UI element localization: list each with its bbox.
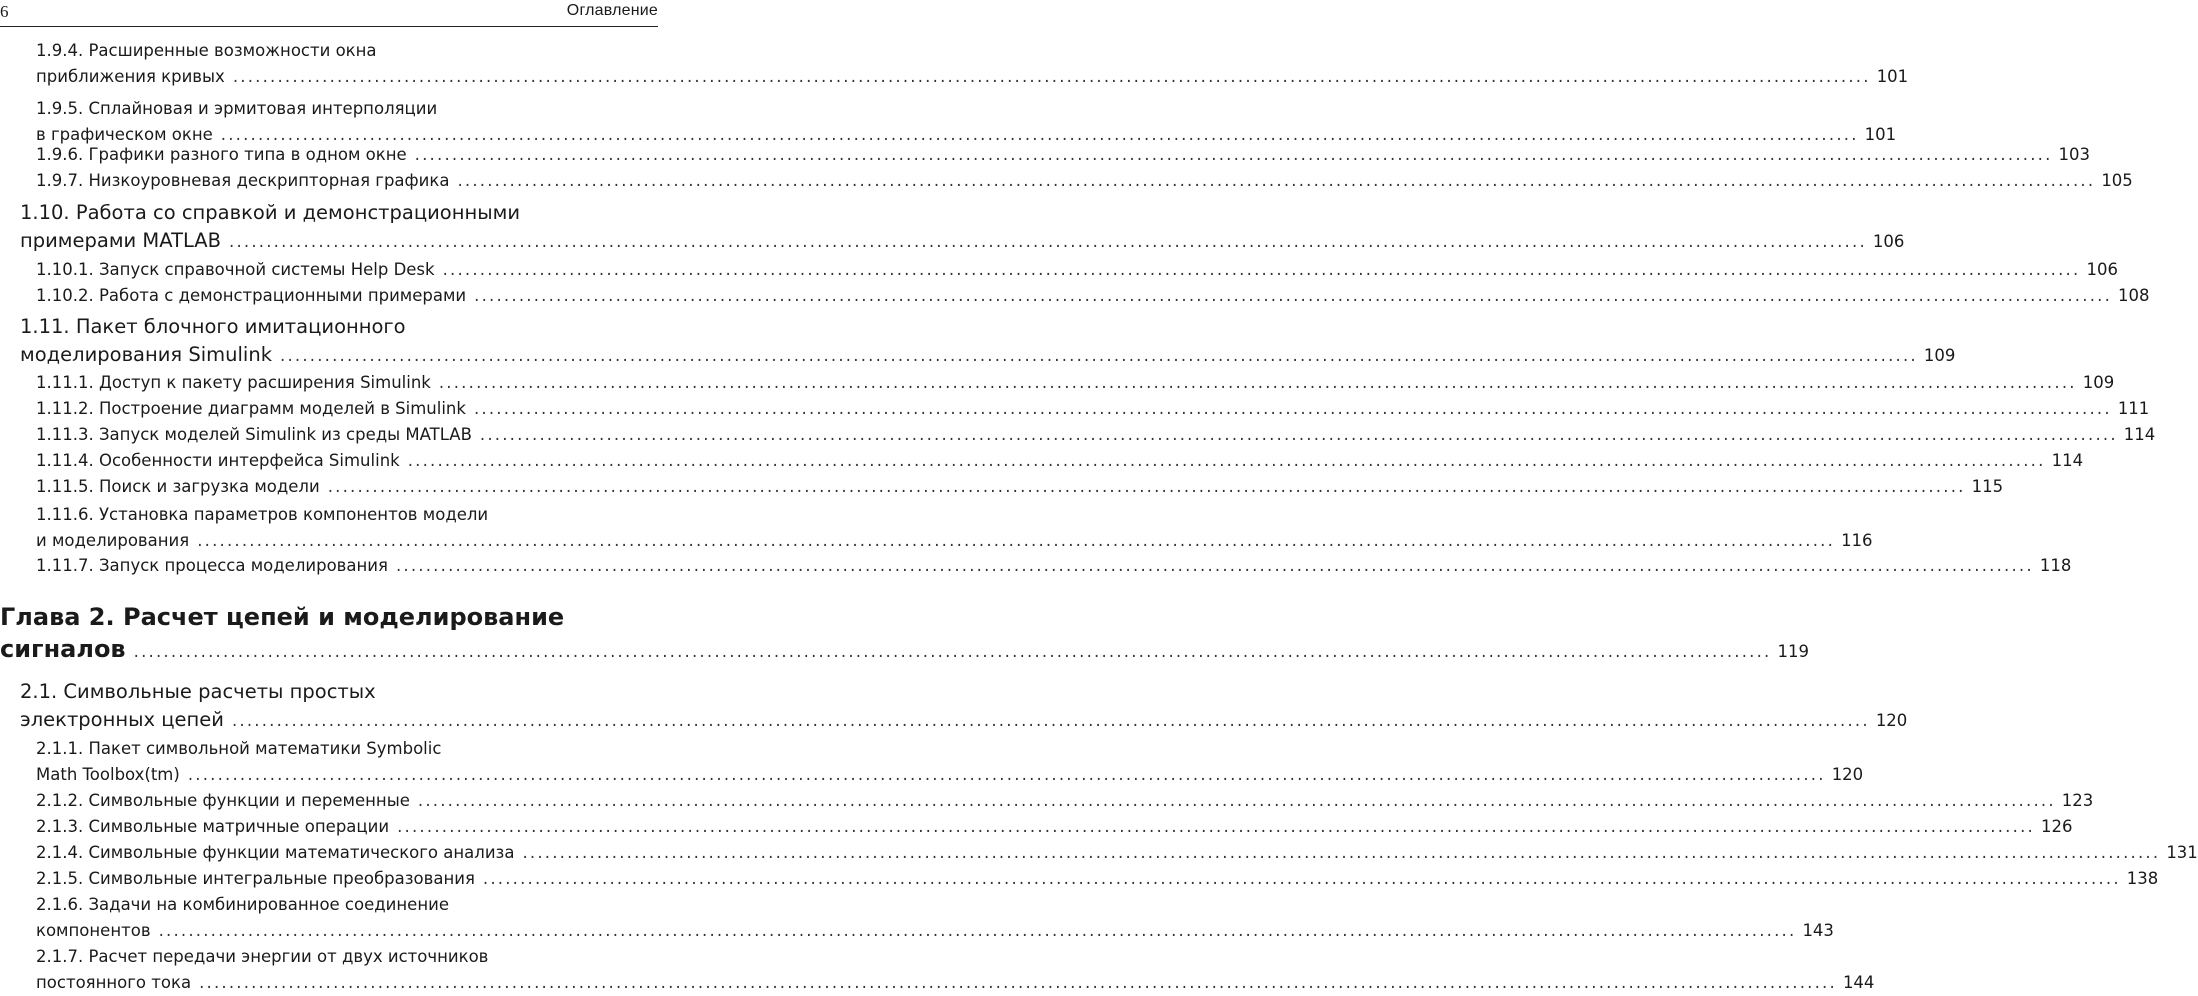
dot-leader: ............................................................................................................................................................................................................................ xyxy=(522,843,2161,862)
toc-entry-line xyxy=(36,396,2150,422)
toc-subsection xyxy=(36,866,2159,892)
toc-entry-line xyxy=(0,633,1809,665)
dot-leader: ............................................................................................................................................................................................................................ xyxy=(395,556,2034,575)
dot-leader: ............................................................................................................................................................................................................................ xyxy=(473,399,2112,418)
toc-entry-title: примерами MATLAB xyxy=(20,229,222,252)
toc-page-number: 105 xyxy=(2101,171,2133,190)
toc-entry-line xyxy=(36,528,1873,554)
toc-entry-line xyxy=(36,918,1834,944)
toc-page-number: 114 xyxy=(2123,425,2156,444)
toc-page-number: 108 xyxy=(2118,286,2150,305)
toc-subsection xyxy=(36,283,2150,309)
toc-entry-title: и моделирования xyxy=(36,531,190,550)
running-title: Оглавление xyxy=(566,2,658,19)
toc-entry-title: 1.9.6. Графики разного типа в одном окне xyxy=(36,145,407,164)
toc-entry-line xyxy=(36,283,2150,309)
dot-leader: ............................................................................................................................................................................................................................ xyxy=(438,373,2077,392)
toc-page-number: 115 xyxy=(1971,477,2004,496)
toc-page-number: 118 xyxy=(2039,556,2072,575)
toc-subsection xyxy=(36,257,2118,283)
toc-entry-line xyxy=(36,866,2159,892)
toc-page-number: 103 xyxy=(2058,145,2091,164)
toc-page-number: 114 xyxy=(2051,451,2084,470)
dot-leader: ............................................................................................................................................................................................................................ xyxy=(482,869,2121,888)
toc-section xyxy=(20,313,1956,369)
toc-page-number: 120 xyxy=(1831,765,1864,784)
toc-entry-title: 2.1.2. Символьные функции и переменные xyxy=(36,791,410,810)
toc-subsection xyxy=(36,38,1909,90)
toc-entry-line xyxy=(20,313,658,341)
toc-page-number: 126 xyxy=(2040,817,2073,836)
toc-entry-line xyxy=(20,227,1905,255)
dot-leader: ............................................................................................................................................................................................................................ xyxy=(474,286,2113,305)
page-header xyxy=(0,0,658,27)
toc-subsection xyxy=(36,892,1834,944)
toc-entry-title: 1.10. Работа со справкой и демонстрационными xyxy=(20,201,521,224)
toc-page-number: 123 xyxy=(2061,791,2094,810)
dot-leader: ............................................................................................................................................................................................................................ xyxy=(407,451,2046,470)
dot-leader: ............................................................................................................................................................................................................................ xyxy=(479,425,2118,444)
toc-entry-line xyxy=(0,601,658,633)
toc-section xyxy=(20,678,1908,734)
toc-entry-line xyxy=(36,944,658,970)
toc-entry-title: в графическом окне xyxy=(36,125,213,144)
toc-entry-line xyxy=(36,788,2094,814)
dot-leader: ............................................................................................................................................................................................................................ xyxy=(457,171,2096,190)
dot-leader: ............................................................................................................................................................................................................................ xyxy=(327,477,1966,496)
toc-subsection xyxy=(36,96,1897,148)
toc-entry-title: моделирования Simulink xyxy=(20,343,272,366)
toc-subsection xyxy=(36,168,2133,194)
toc-entry-line xyxy=(20,678,658,706)
toc-entry-title: 1.9.7. Низкоуровневая дескрипторная графика xyxy=(36,171,450,190)
toc-entry-line xyxy=(36,553,2072,579)
toc-subsection xyxy=(36,840,2198,866)
toc-subsection xyxy=(36,370,2115,396)
dot-leader: ............................................................................................................................................................................................................................ xyxy=(133,642,1772,661)
toc-subsection xyxy=(36,553,2072,579)
toc-entry-title: 1.11. Пакет блочного имитационного xyxy=(20,315,406,338)
dot-leader: ............................................................................................................................................................................................................................ xyxy=(197,531,1836,550)
toc-entry-title: электронных цепей xyxy=(20,708,224,731)
dot-leader: ............................................................................................................................................................................................................................ xyxy=(414,145,2053,164)
toc-entry-title: 1.11.1. Доступ к пакету расширения Simulink xyxy=(36,373,431,392)
toc-entry-line xyxy=(36,64,1909,90)
toc-entry-title: 2.1.7. Расчет передачи энергии от двух источников xyxy=(36,947,489,966)
toc-entry-line xyxy=(36,892,658,918)
toc-subsection xyxy=(36,142,2091,168)
dot-leader: ............................................................................................................................................................................................................................ xyxy=(187,765,1826,784)
toc-entry-title: 1.11.2. Построение диаграмм моделей в Simulink xyxy=(36,399,466,418)
toc-entry-line xyxy=(36,970,1875,996)
toc-page-number: 119 xyxy=(1777,642,1809,661)
toc-entry-title: 2.1.4. Символьные функции математического анализа xyxy=(36,843,515,862)
dot-leader: ............................................................................................................................................................................................................................ xyxy=(280,346,1918,365)
toc-entry-title: компонентов xyxy=(36,921,151,940)
toc-entry-line xyxy=(36,422,2156,448)
toc-entry-line xyxy=(36,840,2198,866)
toc-subsection xyxy=(36,474,2004,500)
toc-subsection xyxy=(36,736,1864,788)
dot-leader: ............................................................................................................................................................................................................................ xyxy=(232,67,1871,86)
toc-subsection xyxy=(36,788,2094,814)
toc-subsection xyxy=(36,502,1873,554)
toc-entry-title: 1.11.5. Поиск и загрузка модели xyxy=(36,477,320,496)
toc-page-number: 131 xyxy=(2166,843,2198,862)
toc-subsection xyxy=(36,396,2150,422)
toc-page-number: 138 xyxy=(2126,869,2159,888)
toc-entry-title: 1.9.5. Сплайновая и эрмитовая интерполяции xyxy=(36,99,438,118)
toc-entry-title: 1.11.3. Запуск моделей Simulink из среды MATLAB xyxy=(36,425,472,444)
toc-entry-title: 2.1. Символьные расчеты простых xyxy=(20,680,376,703)
toc-entry-title: 1.11.4. Особенности интерфейса Simulink xyxy=(36,451,400,470)
toc-entry-title: 1.11.7. Запуск процесса моделирования xyxy=(36,556,388,575)
toc-entry-title: 1.10.1. Запуск справочной системы Help Desk xyxy=(36,260,435,279)
toc-page-number: 116 xyxy=(1841,531,1873,550)
dot-leader: ............................................................................................................................................................................................................................ xyxy=(397,817,2035,836)
toc-entry-line xyxy=(36,814,2073,840)
toc-page-number: 106 xyxy=(2086,260,2118,279)
toc-entry-line xyxy=(36,96,658,122)
dot-leader: ............................................................................................................................................................................................................................ xyxy=(229,232,1867,251)
toc-chapter xyxy=(0,601,1809,665)
toc-entry-title: 1.9.4. Расширенные возможности окна xyxy=(36,41,377,60)
toc-entry-title: 2.1.6. Задачи на комбинированное соединение xyxy=(36,895,449,914)
toc-entry-title: постоянного тока xyxy=(36,973,192,992)
toc-entry-title: 1.10.2. Работа с демонстрационными примерами xyxy=(36,286,467,305)
toc-page-number: 143 xyxy=(1802,921,1834,940)
toc-subsection xyxy=(36,448,2084,474)
toc-entry-line xyxy=(20,199,658,227)
toc-page-number: 101 xyxy=(1876,67,1909,86)
dot-leader: ............................................................................................................................................................................................................................ xyxy=(158,921,1797,940)
toc-entry-line xyxy=(36,142,2091,168)
toc-entry-line xyxy=(36,736,658,762)
toc-page-number: 109 xyxy=(1923,346,1956,365)
toc-entry-title: сигналов xyxy=(0,635,126,663)
toc-entry-line xyxy=(36,38,658,64)
toc-entry-title: приближения кривых xyxy=(36,67,225,86)
toc-entry-line xyxy=(36,257,2118,283)
toc-entry-line xyxy=(20,706,1908,734)
toc-page-number: 106 xyxy=(1872,232,1905,251)
toc-page-number: 111 xyxy=(2117,399,2150,418)
toc-entry-line xyxy=(36,448,2084,474)
toc-subsection xyxy=(36,422,2156,448)
toc-entry-line xyxy=(36,370,2115,396)
toc-page-number: 144 xyxy=(1842,973,1875,992)
dot-leader: ............................................................................................................................................................................................................................ xyxy=(417,791,2056,810)
dot-leader: ............................................................................................................................................................................................................................ xyxy=(220,125,1859,144)
toc-entry-title: 2.1.1. Пакет символьной математики Symbolic xyxy=(36,739,442,758)
toc-section xyxy=(20,199,1905,255)
toc-entry-title: Math Toolbox(tm) xyxy=(36,765,180,784)
toc-page-number: 109 xyxy=(2082,373,2115,392)
toc-entry-line xyxy=(20,341,1956,369)
dot-leader: ............................................................................................................................................................................................................................ xyxy=(442,260,2081,279)
dot-leader: ............................................................................................................................................................................................................................ xyxy=(199,973,1837,992)
toc-entry-line xyxy=(36,168,2133,194)
toc-entry-title: 2.1.5. Символьные интегральные преобразования xyxy=(36,869,475,888)
page-number: 6 xyxy=(0,2,9,21)
toc-entry-title: Глава 2. Расчет цепей и моделирование xyxy=(0,603,565,631)
toc-entry-title: 2.1.3. Символьные матричные операции xyxy=(36,817,390,836)
toc-page-number: 120 xyxy=(1875,711,1908,730)
toc-subsection xyxy=(36,814,2073,840)
toc-subsection xyxy=(36,944,1875,996)
toc-entry-line xyxy=(36,474,2004,500)
toc-entry-line xyxy=(36,502,658,528)
toc-page-number: 101 xyxy=(1864,125,1897,144)
toc-entry-title: 1.11.6. Установка параметров компонентов модели xyxy=(36,505,489,524)
dot-leader: ............................................................................................................................................................................................................................ xyxy=(231,711,1870,730)
toc-entry-line xyxy=(36,762,1864,788)
